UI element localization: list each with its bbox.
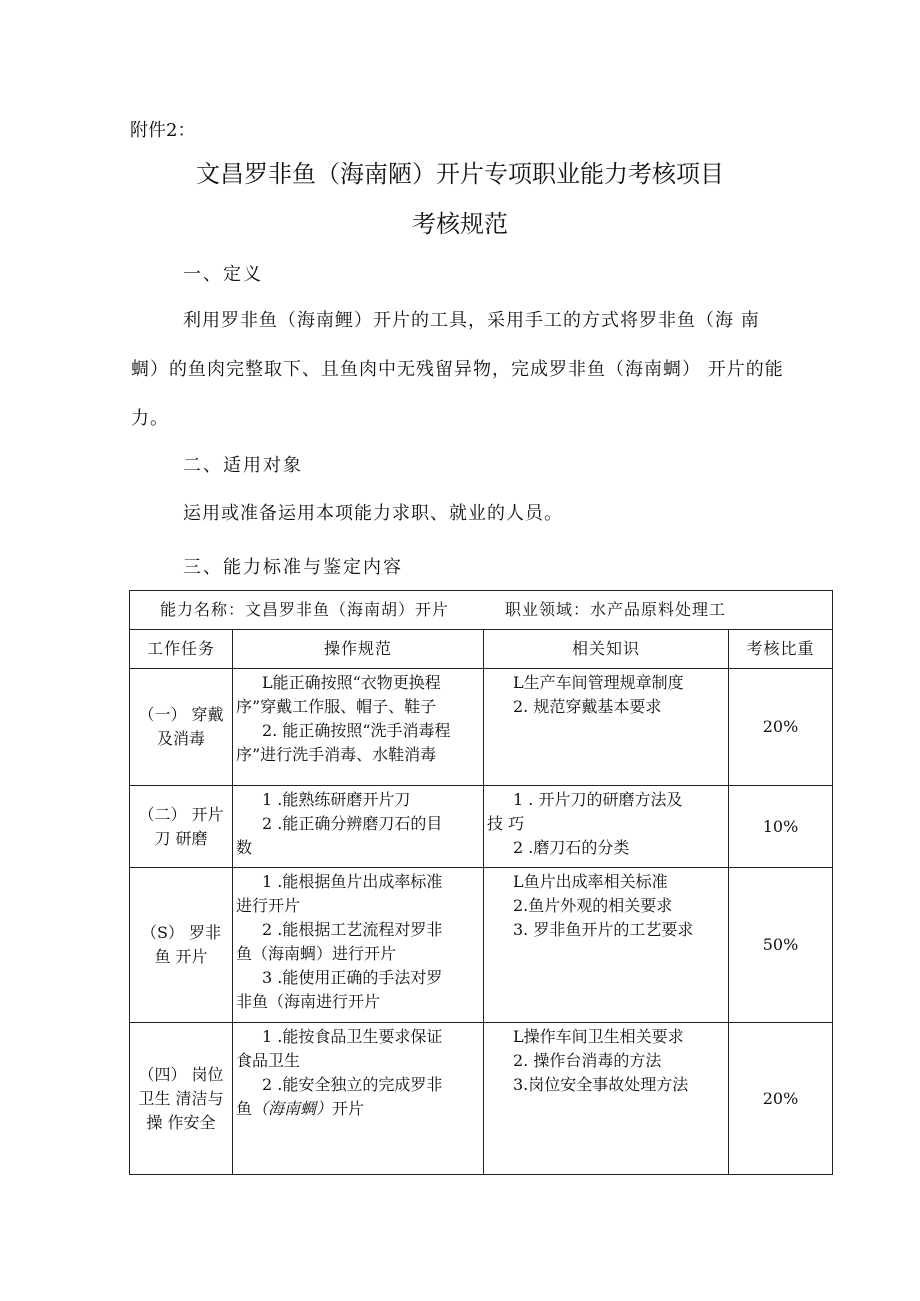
weight-cell: 10% [729,786,833,868]
document-subtitle: 考核规范 [412,210,508,238]
ability-name: 能力名称：文昌罗非鱼（海南胡）开片 [160,600,450,619]
ops-cell: L能正确按照“衣物更换程 序”穿戴工作服、帽子、鞋子 2. 能正确按照“洗手消毒程 序”进行洗手消毒、水鞋消毒 [233,669,484,786]
ops-cell: 1 .能熟练研磨开片刀 2 .能正确分辨磨刀石的目 数 [233,786,484,868]
section-standard-heading: 三、能力标准与鉴定内容 [183,557,403,578]
table-row [130,669,833,786]
weight-cell: 20% [729,669,833,786]
document-title: 文昌罗非鱼（海南陋）开片专项职业能力考核项目 [196,160,724,188]
task-cell: （四） 岗位卫生 清洁与操 作安全 [130,1023,233,1175]
ops-cell: 1 .能按食品卫生要求保证 食品卫生 2 .能安全独立的完成罗非 鱼（海南蜩）开片 [233,1023,484,1175]
ability-standard-table [129,590,833,1175]
definition-line-1: 利用罗非鱼（海南鲤）开片的工具，采用手工的方式将罗非鱼（海 南 [183,310,760,331]
column-header-weight: 考核比重 [729,630,833,669]
weight-cell: 50% [729,868,833,1023]
table-row [130,786,833,868]
task-cell: （二） 开片刀 研磨 [130,786,233,868]
column-header-knowledge: 相关知识 [484,630,729,669]
knowledge-cell: 1 . 开片刀的研磨方法及 技 巧 2 .磨刀石的分类 [484,786,729,868]
target-text: 运用或准备运用本项能力求职、就业的人员。 [183,503,563,524]
task-cell: （一） 穿戴 及消毒 [130,669,233,786]
table-header-row [130,630,833,669]
table-row [130,868,833,1023]
attachment-label: 附件2： [130,120,196,141]
column-header-task: 工作任务 [130,630,233,669]
knowledge-cell: L鱼片出成率相关标准 2.鱼片外观的相关要求 3. 罗非鱼开片的工艺要求 [484,868,729,1023]
knowledge-cell: L操作车间卫生相关要求 2. 操作台消毒的方法 3.岗位安全事故处理方法 [484,1023,729,1175]
occupational-field: 职业领域：水产品原料处理工 [505,600,727,619]
section-target-heading: 二、适用对象 [183,455,303,476]
definition-line-3: 力。 [131,408,169,429]
task-cell: （S） 罗非 鱼 开片 [130,868,233,1023]
knowledge-cell: L生产车间管理规章制度 2. 规范穿戴基本要求 [484,669,729,786]
table-info-row [130,591,833,630]
column-header-ops: 操作规范 [233,630,484,669]
table-row [130,1023,833,1175]
weight-cell: 20% [729,1023,833,1175]
section-definition-heading: 一、定义 [183,264,263,285]
ops-cell: 1 .能根据鱼片出成率标准 进行开片 2 .能根据工艺流程对罗非 鱼（海南蜩）进行开片 3 .能使用正确的手法对罗 非鱼（海南进行开片 [233,868,484,1023]
definition-line-2: 蜩）的鱼肉完整取下、且鱼肉中无残留异物，完成罗非鱼（海南蜩） 开片的能 [131,359,784,380]
